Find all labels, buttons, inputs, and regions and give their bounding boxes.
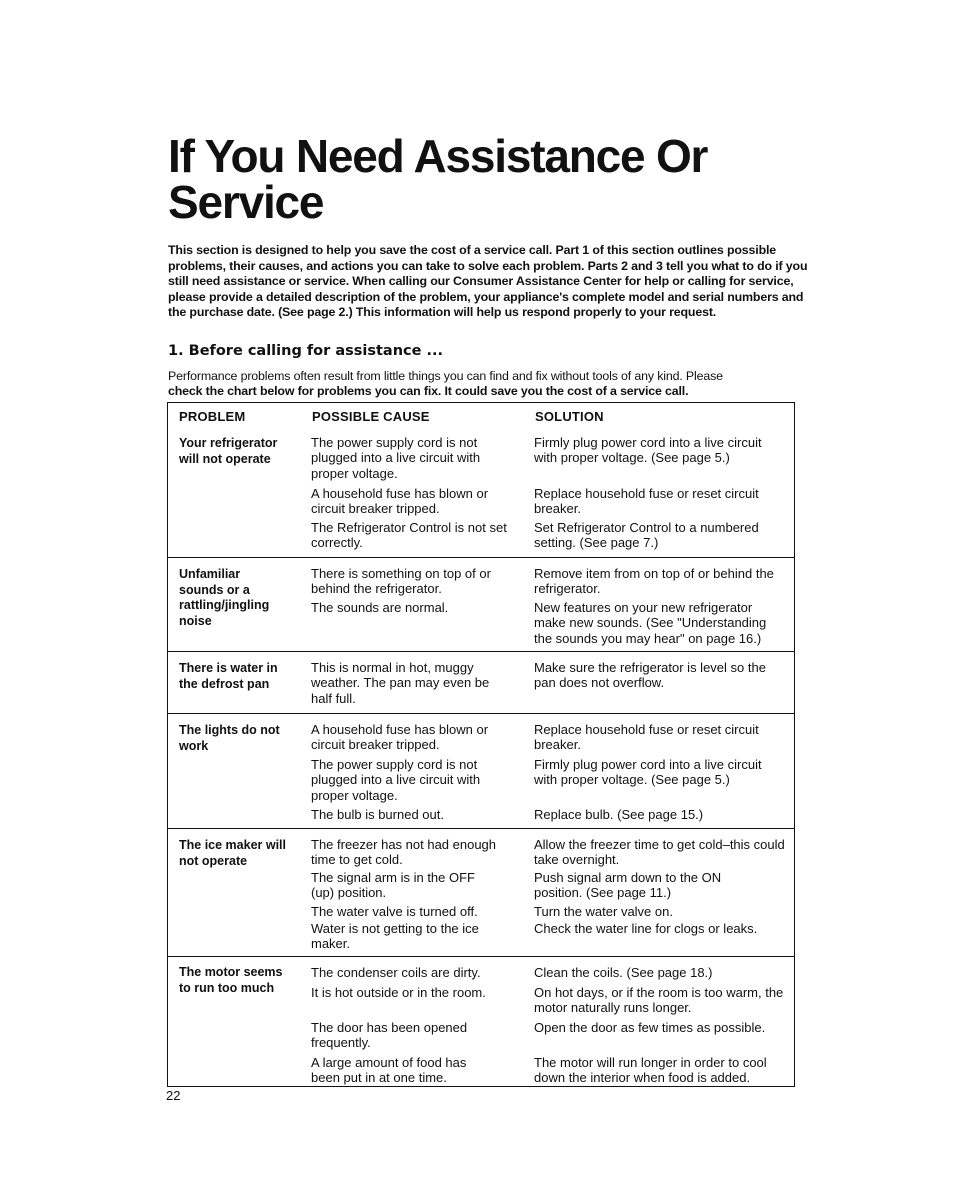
solution-text: Make sure the refrigerator is level so the pan does not overflow.	[534, 660, 766, 691]
solution-text: Remove item from on top of or behind the refrigerator.	[534, 566, 774, 597]
table-row	[168, 557, 794, 652]
solution-text: Set Refrigerator Control to a numbered setting. (See page 7.)	[534, 520, 759, 551]
cause-text: The power supply cord is not plugged into a live circuit with proper voltage.	[311, 757, 481, 803]
cause-text: It is hot outside or in the room.	[311, 985, 486, 1000]
solution-text: Replace household fuse or reset circuit breaker.	[534, 722, 759, 753]
table-row	[168, 427, 794, 557]
header-solution: SOLUTION	[535, 409, 604, 424]
performance-note	[168, 369, 808, 399]
solution-text: Replace household fuse or reset circuit breaker.	[534, 486, 759, 517]
problem-label: The lights do not work	[179, 723, 280, 753]
performance-note-line-2: check the chart below for problems you can fix. It could save you the cost of a service call.	[168, 384, 689, 398]
table-row	[168, 956, 794, 1087]
cause-text: The bulb is burned out.	[311, 807, 444, 822]
cause-text: The freezer has not had enough time to get cold.	[311, 837, 497, 868]
problem-label: There is water in the defrost pan	[179, 661, 278, 691]
table-row	[168, 713, 794, 829]
header-problem: PROBLEM	[179, 409, 246, 424]
solution-text: Clean the coils. (See page 18.)	[534, 965, 713, 980]
page-number: 22	[166, 1088, 181, 1103]
cause-text: The power supply cord is not plugged into a live circuit with proper voltage.	[311, 435, 481, 481]
cause-text: A household fuse has blown or circuit breaker tripped.	[311, 486, 489, 517]
cause-text: The signal arm is in the OFF (up) position.	[311, 870, 475, 901]
section-heading: 1. Before calling for assistance ...	[168, 343, 444, 359]
cause-text: This is normal in hot, muggy weather. The pan may even be half full.	[311, 660, 490, 706]
cause-text: A household fuse has blown or circuit breaker tripped.	[311, 722, 489, 753]
cause-text: The water valve is turned off.	[311, 904, 478, 919]
cause-text: There is something on top of or behind the refrigerator.	[311, 566, 491, 597]
solution-text: Open the door as few times as possible.	[534, 1020, 766, 1035]
page-title	[168, 130, 708, 228]
solution-text: Firmly plug power cord into a live circuit with proper voltage. (See page 5.)	[534, 757, 762, 788]
cause-text: The Refrigerator Control is not set correctly.	[311, 520, 507, 551]
cause-text: The condenser coils are dirty.	[311, 965, 481, 980]
header-cause: POSSIBLE CAUSE	[312, 409, 430, 424]
performance-note-line-1: Performance problems often result from little things you can find and fix without tools of any kind. Please	[168, 369, 723, 383]
table-row	[168, 828, 794, 957]
cause-text: The sounds are normal.	[311, 600, 449, 615]
problem-label: The motor seems to run too much	[179, 965, 283, 995]
solution-text: Allow the freezer time to get cold–this could take overnight.	[534, 837, 785, 868]
solution-text: Turn the water valve on.	[534, 904, 673, 919]
title-line-2: Service	[168, 176, 324, 228]
solution-text: Replace bulb. (See page 15.)	[534, 807, 704, 822]
cause-text: A large amount of food has been put in at one time.	[311, 1055, 467, 1086]
problem-label: Unfamiliar sounds or a rattling/jingling noise	[179, 567, 270, 628]
solution-text: The motor will run longer in order to cool down the interior when food is added.	[534, 1055, 767, 1086]
solution-text: Check the water line for clogs or leaks.	[534, 921, 758, 936]
troubleshooting-table	[167, 402, 795, 1087]
title-line-1: If You Need Assistance Or	[168, 130, 708, 182]
solution-text: New features on your new refrigerator make new sounds. (See "Understanding the sounds you may hear" on page 16.)	[534, 600, 767, 646]
solution-text: On hot days, or if the room is too warm, the motor naturally runs longer.	[534, 985, 784, 1016]
solution-text: Push signal arm down to the ON position. (See page 11.)	[534, 870, 722, 901]
problem-label: Your refrigerator will not operate	[179, 436, 278, 466]
intro-paragraph: This section is designed to help you save the cost of a service call. Part 1 of this section outlines possible problems, their causes, and actions you can take to solve each problem. Parts 2 and 3 tell you what to do if you still need assistance or service. When calling our Consumer Assistance Center for help or calling for service, please provide a detailed description of the problem, your appliance's complete model and serial numbers and the purchase date. (See page 2.) This information will help us respond properly to your request.	[168, 243, 808, 319]
solution-text: Firmly plug power cord into a live circuit with proper voltage. (See page 5.)	[534, 435, 762, 466]
cause-text: Water is not getting to the ice maker.	[311, 921, 479, 952]
table-row	[168, 651, 794, 714]
problem-label: The ice maker will not operate	[179, 838, 286, 868]
cause-text: The door has been opened frequently.	[311, 1020, 468, 1051]
